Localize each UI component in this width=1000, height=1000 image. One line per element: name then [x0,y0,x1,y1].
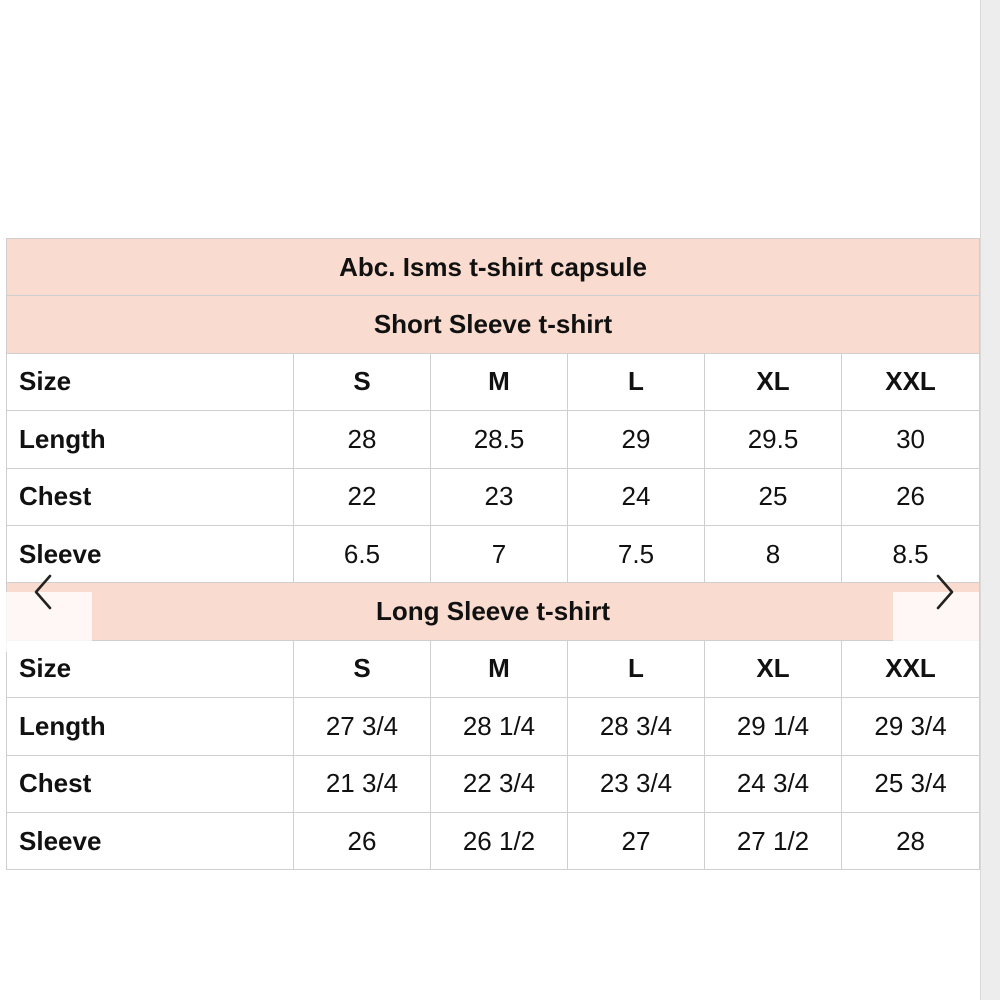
size-xxl: XXL [842,640,980,697]
short-sleeve-sleeve-row [7,525,980,582]
table-cell: 23 [431,468,568,525]
table-cell: 28 [842,812,980,869]
long-sleeve-heading: Long Sleeve t-shirt [7,583,980,640]
size-s: S [294,640,431,697]
row-label: Chest [7,468,294,525]
chevron-left-icon [26,570,60,614]
long-sleeve-length-row [7,698,980,755]
size-xxl: XXL [842,353,980,410]
table-cell: 27 1/2 [705,812,842,869]
short-sleeve-heading: Short Sleeve t-shirt [7,296,980,353]
next-image-button[interactable] [928,570,962,614]
table-cell: 25 [705,468,842,525]
row-label: Length [7,698,294,755]
table-cell: 22 3/4 [431,755,568,812]
row-label: Length [7,411,294,468]
table-cell: 27 3/4 [294,698,431,755]
size-chart-table [6,238,980,870]
table-cell: 30 [842,411,980,468]
table-cell: 6.5 [294,525,431,582]
chart-title: Abc. Isms t-shirt capsule [7,239,980,296]
size-l: L [568,353,705,410]
size-xl: XL [705,640,842,697]
previous-image-button[interactable] [26,570,60,614]
chevron-right-icon [928,570,962,614]
long-sleeve-size-row [7,640,980,697]
long-sleeve-sleeve-row [7,812,980,869]
size-l: L [568,640,705,697]
table-cell: 29 1/4 [705,698,842,755]
size-label: Size [7,640,294,697]
size-label: Size [7,353,294,410]
table-cell: 28 3/4 [568,698,705,755]
table-cell: 23 3/4 [568,755,705,812]
table-cell: 25 3/4 [842,755,980,812]
table-cell: 28 [294,411,431,468]
long-sleeve-chest-row [7,755,980,812]
table-cell: 29 [568,411,705,468]
row-label: Sleeve [7,812,294,869]
row-label: Chest [7,755,294,812]
short-sleeve-length-row [7,411,980,468]
table-cell: 7 [431,525,568,582]
size-xl: XL [705,353,842,410]
table-cell: 21 3/4 [294,755,431,812]
size-s: S [294,353,431,410]
table-cell: 28 1/4 [431,698,568,755]
table-cell: 8.5 [842,525,980,582]
table-cell: 22 [294,468,431,525]
table-cell: 28.5 [431,411,568,468]
scrollbar[interactable] [980,0,1000,1000]
short-sleeve-chest-row [7,468,980,525]
table-cell: 24 3/4 [705,755,842,812]
table-cell: 27 [568,812,705,869]
table-cell: 8 [705,525,842,582]
table-cell: 26 1/2 [431,812,568,869]
table-cell: 26 [294,812,431,869]
table-cell: 29.5 [705,411,842,468]
size-m: M [431,640,568,697]
table-cell: 29 3/4 [842,698,980,755]
short-sleeve-size-row [7,353,980,410]
size-m: M [431,353,568,410]
row-label: Sleeve [7,525,294,582]
table-cell: 26 [842,468,980,525]
table-cell: 7.5 [568,525,705,582]
table-cell: 24 [568,468,705,525]
